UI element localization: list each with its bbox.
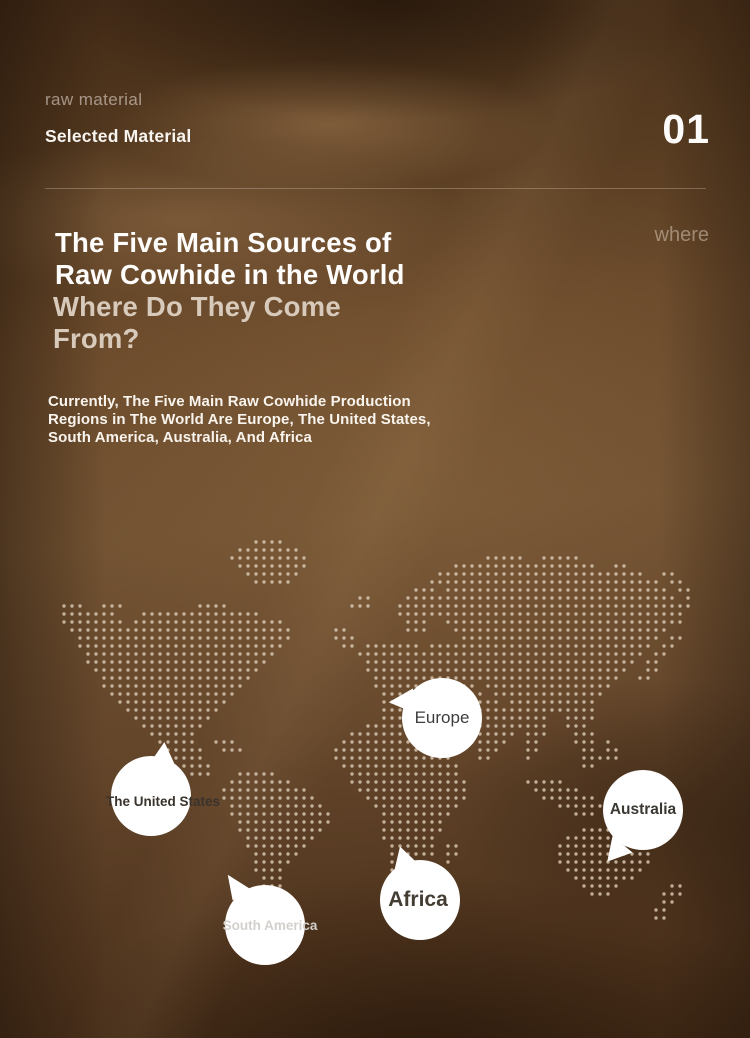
body-text-line: Regions in The World Are Europe, The United States, [48, 410, 431, 428]
header-divider [45, 188, 706, 189]
sub-heading-line: Where Do They Come [53, 291, 341, 322]
sub-heading [53, 291, 341, 354]
body-text-line: Currently, The Five Main Raw Cowhide Production [48, 393, 411, 410]
world-map [60, 538, 700, 938]
map-marker-europe-label: Europe [414, 708, 470, 727]
map-marker-south-america-label: South America [222, 917, 318, 933]
map-marker-europe [402, 678, 482, 758]
main-heading-line: The Five Main Sources of [55, 227, 392, 258]
map-marker-south-america [222, 885, 318, 965]
watermark-where: where [654, 224, 709, 246]
map-marker-africa-label: Africa [388, 888, 448, 911]
map-marker-australia [603, 770, 683, 850]
eyebrow-label: raw material [45, 90, 143, 109]
body-text [48, 393, 431, 446]
sub-heading-line: From? [53, 322, 140, 354]
main-heading [55, 227, 405, 291]
section-title: Selected Material [45, 126, 192, 146]
body-text-line: South America, Australia, And Africa [48, 428, 312, 446]
map-marker-africa [380, 860, 460, 940]
world-map-dots [60, 538, 700, 938]
map-marker-australia-label: Australia [609, 801, 677, 818]
map-marker-the-united-states [105, 756, 221, 836]
map-marker-the-united-states-label: The United States [105, 793, 221, 809]
main-heading-line: Raw Cowhide in the World [55, 259, 405, 290]
page-number: 01 [662, 106, 710, 152]
